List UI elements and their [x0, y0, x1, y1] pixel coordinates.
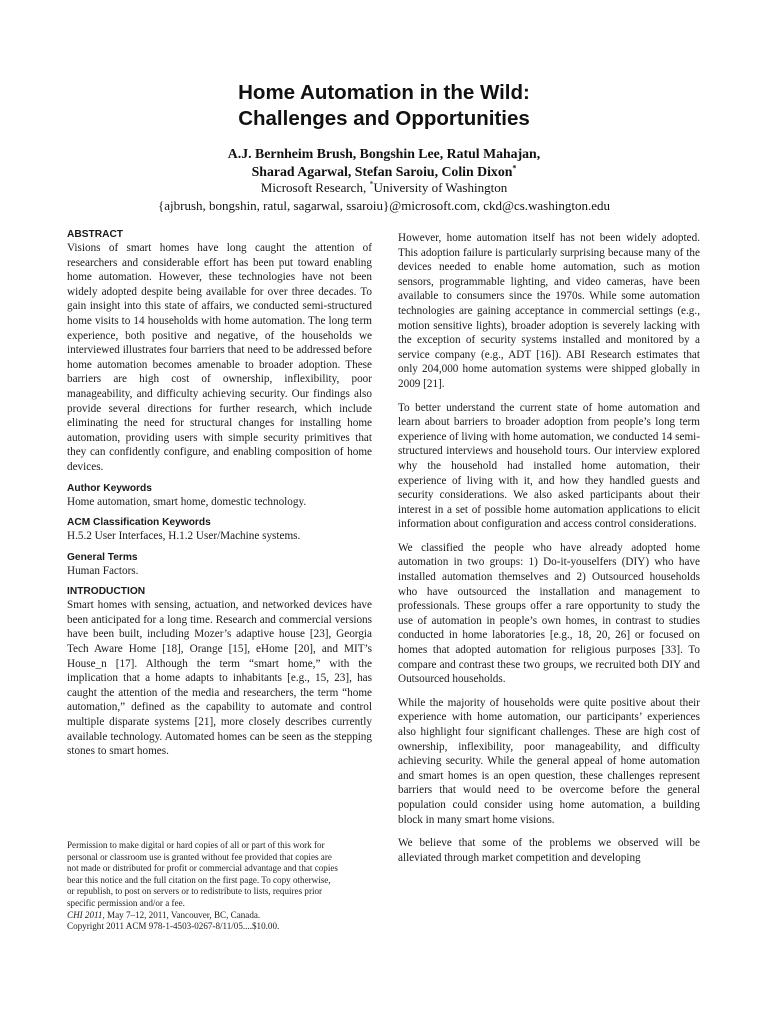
- abstract-heading: ABSTRACT: [67, 229, 124, 240]
- author-affiliation-mark: *: [512, 163, 517, 173]
- permission-line: or republish, to post on servers or to redistribute to lists, requires prior: [67, 886, 323, 897]
- permission-line: personal or classroom use is granted without fee provided that copies are: [67, 851, 332, 862]
- author-keywords-text: Home automation, smart home, domestic technology.: [67, 495, 307, 508]
- affiliation-mark: *: [369, 179, 374, 189]
- acm-keywords-section: [67, 516, 372, 544]
- venue-line: [67, 910, 372, 922]
- permission-line: bear this notice and the full citation on the first page. To copy otherwise,: [67, 874, 331, 885]
- authors-line-1: A.J. Bernheim Brush, Bongshin Lee, Ratul Mahajan,: [227, 146, 541, 161]
- affiliations: [0, 179, 768, 197]
- abstract-text: Visions of smart homes have long caught the attention of researchers and considerable effort has been put toward enabling home automation. However, these technologies have not been widely adopted despite being available for over three decades. To gain insight into this state of affairs, we conducted semi-structured home visits to 14 households with home automation. The long term experience, both positive and negative, of the households we interviewed illustrates four barriers that need to be addressed before home automation becomes amenable to broader adoption. These barriers are high cost of ownership, inflexibility, poor manageability, and difficulty achieving security. Our findings also provide several directions for further research, which include eliminating the need for structural changes for installing home automation, providing users with simple security primitives that they can confidently configure, and enabling composition of home devices.: [67, 242, 372, 473]
- body-paragraph: To better understand the current state of home automation and learn about barriers to broader adoption from people’s long term experience of living with home automation, we conducted 14 semi-structured interviews and household tours. Our interview explored why the household had installed home automation, their experience of living with it, and how they handled guests and security considerations. We also asked participants about their interest in a set of possible home automation applications to elicit information about configuration and access control considerations.: [398, 401, 700, 531]
- affiliation-uw: University of Washington: [373, 180, 508, 195]
- permission-line: specific permission and/or a fee.: [67, 897, 185, 908]
- right-column: [398, 231, 700, 874]
- introduction-section: [67, 585, 372, 759]
- body-paragraph: While the majority of households were quite positive about their experience with home automation, our participants’ experiences also highlight four significant challenges. These are high cost of ownership, inflexibility, poor manageability, and difficulty achieving security. While the general appeal of home automation and smart homes is an open question, these challenges represent barriers that would need to be overcome before the general population could consider using home automation, a building block in many smart home visions.: [398, 696, 700, 826]
- author-emails: {ajbrush, bongshin, ratul, sagarwal, ssaroiu}@microsoft.com, ckd@cs.washington.edu: [158, 198, 610, 213]
- left-column: [67, 228, 372, 766]
- acm-keywords-heading: ACM Classification Keywords: [67, 517, 211, 529]
- copyright-line: Copyright 2011 ACM 978-1-4503-0267-8/11/05....$10.00.: [67, 921, 280, 932]
- body-paragraph: However, home automation itself has not been widely adopted. This adoption failure is particularly surprising because many of the devices needed to enable home automation, such as motion sensors, programmable lighting, and video cameras, have been available to consumers since the 1970s. While some automation technologies are gaining acceptance in commercial settings (e.g., motion sensitive lights), broader adoption is severely lacking with the exception of security systems installed and monitored by a service company (e.g., ADT [16]). ABI Research estimates that only 204,000 home automation systems were shipped globally in 2009 [21].: [398, 232, 700, 390]
- acm-keywords-text: H.5.2 User Interfaces, H.1.2 User/Machine systems.: [67, 530, 301, 543]
- authors-line-2-text: Sharad Agarwal, Stefan Saroiu, Colin Dixon: [251, 164, 513, 179]
- body-paragraph: We classified the people who have already adopted home automation in two groups: 1) Do-it-youselfers (DIY) who have installed automation themselves and 2) Outsourced households who have outsourced the installation and management to professionals. These groups offer a rare opportunity to study the use of automation in people’s own homes, in contrast to studies conducted in home laboratories [e.g., 18, 20, 26] or focused on homes that adopted automation for religious purposes [33]. To compare and contrast these two groups, we recruited both DIY and Outsourced households.: [398, 541, 700, 686]
- venue-name: CHI 2011: [67, 909, 103, 920]
- body-paragraph: We believe that some of the problems we observed will be alleviated through market competition and developing: [398, 837, 700, 864]
- permission-line: Permission to make digital or hard copies of all or part of this work for: [67, 840, 325, 850]
- permission-line: not made or distributed for profit or commercial advantage and that copies: [67, 863, 338, 874]
- title-line-2: Challenges and Opportunities: [238, 107, 530, 130]
- author-list: [0, 145, 768, 181]
- author-keywords-heading: Author Keywords: [67, 482, 152, 494]
- author-keywords-section: [67, 482, 372, 510]
- venue-details: , May 7–12, 2011, Vancouver, BC, Canada.: [102, 909, 261, 920]
- title-line-1: Home Automation in the Wild:: [238, 81, 530, 104]
- introduction-text: Smart homes with sensing, actuation, and networked devices have been anticipated for a long time. Research and commercial versions have been built, including Mozer’s adaptive house [23], Georgia Tech Aware Home [18], Orange [15], eHome [20], and MIT’s House_n [17]. Although the term “smart home,” with the implication that a home adapts to inhabitants [e.g., 15, 23], has caught the attention of the media and researchers, the term “home automation,” defined as the capability to automate and control multiple disparate systems [21], more closely describes currently available technology. Automated homes can be seen as the stepping stones to smart homes.: [67, 599, 372, 758]
- general-terms-heading: General Terms: [67, 551, 138, 563]
- paper-title: [0, 80, 768, 132]
- introduction-heading: INTRODUCTION: [67, 586, 146, 598]
- abstract-section: [67, 228, 372, 475]
- affiliation-microsoft: Microsoft Research,: [260, 180, 367, 195]
- general-terms-section: [67, 551, 372, 579]
- general-terms-text: Human Factors.: [67, 564, 139, 577]
- permission-notice: [67, 840, 372, 933]
